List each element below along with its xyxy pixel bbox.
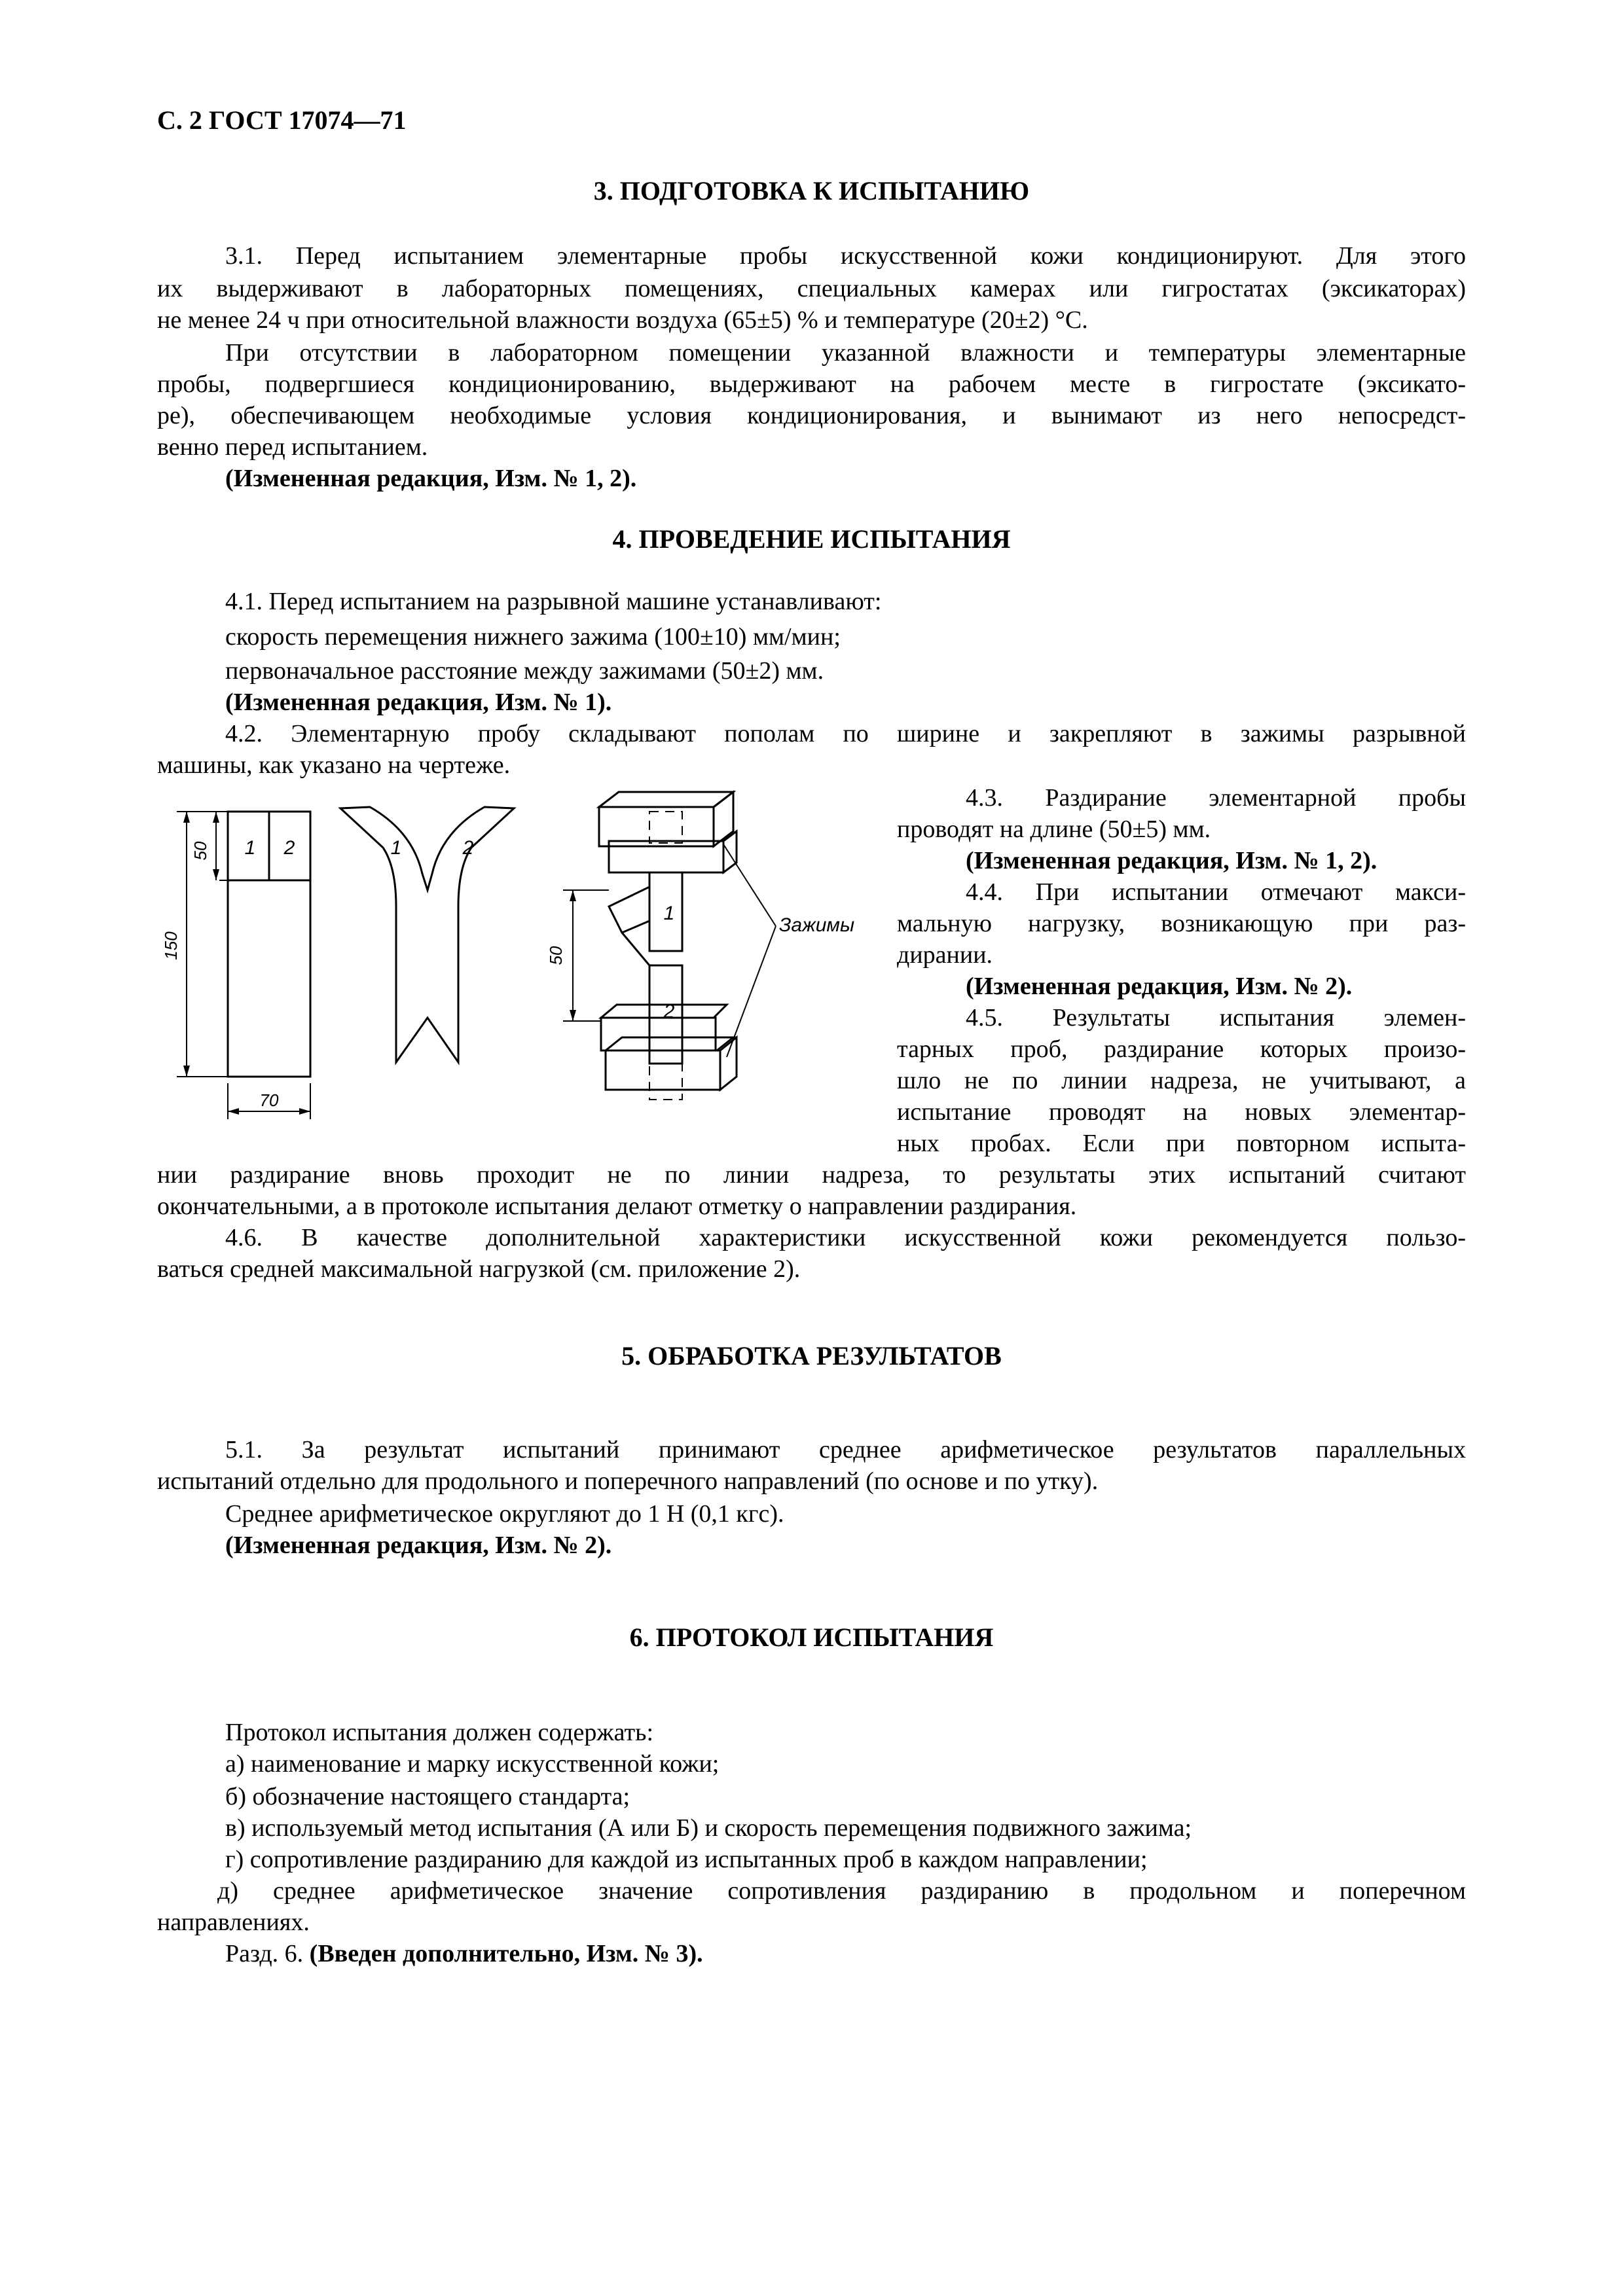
protocol-item-a: а) наименование и марку искусственной кожи; [225, 1750, 720, 1778]
para-4-2-line-1: 4.2. Элементарную пробу складывают пополам по ширине и закрепляют в зажимы разрывной [225, 720, 1466, 747]
protocol-item-d-line-2: направлениях. [157, 1909, 310, 1936]
para-5-1-line-3: Среднее арифметическое округляют до 1 Н (0,1 кгс). [225, 1500, 784, 1528]
para-4-3-line-2: проводят на длине (50±5) мм. [897, 816, 1211, 843]
torn-specimen-shape [340, 807, 514, 1062]
para-4-1-line-1: 4.1. Перед испытанием на разрывной машине устанавливают: [225, 588, 882, 615]
clamp-label-1: 1 [663, 903, 675, 924]
dimension-50-top: 50 [191, 841, 210, 861]
para-4-1-line-2: скорость перемещения нижнего зажима (100±10) мм/мин; [225, 623, 841, 651]
amendment-note-4-4: (Измененная редакция, Изм. № 2). [966, 973, 1353, 1000]
closing-amendment-note: (Введен дополнительно, Изм. № 3). [309, 1940, 703, 1967]
para-3-1-line-2: их выдерживают в лабораторных помещениях, специальных камерах или гигростатах (эксикаторах) [157, 275, 1466, 302]
para-3-2-line-3: ре), обеспечивающем необходимые условия кондиционирования, и вынимают из него непосредст- [157, 402, 1466, 429]
para-3-2-line-4: венно перед испытанием. [157, 433, 428, 461]
amendment-note-4-3: (Измененная редакция, Изм. № 1, 2). [966, 847, 1377, 874]
para-4-5-line-7: окончательными, а в протоколе испытания делают отметку о направлении раздирания. [157, 1193, 1077, 1220]
specimen-clamping-figure [151, 776, 897, 1149]
torn-label-2: 2 [462, 837, 474, 859]
para-4-5-line-6: нии раздирание вновь проходит не по линии надреза, то результаты этих испытаний считают [157, 1161, 1466, 1189]
section-3-title: 3. ПОДГОТОВКА К ИСПЫТАНИЮ [593, 176, 1030, 206]
para-4-5-line-1: 4.5. Результаты испытания элемен- [966, 1004, 1466, 1031]
para-4-6-line-2: ваться средней максимальной нагрузкой (см. приложение 2). [157, 1255, 801, 1283]
para-3-1-line-3: не менее 24 ч при относительной влажности воздуха (65±5) % и температуре (20±2) °С. [157, 306, 1088, 334]
dimension-150: 150 [161, 931, 181, 960]
clamps-label: Зажимы [779, 914, 855, 936]
para-3-2-line-1: При отсутствии в лабораторном помещении указанной влажности и температуры элементарные [225, 339, 1466, 367]
para-4-4-line-2: мальную нагрузку, возникающую при раз- [897, 910, 1466, 937]
torn-label-1: 1 [390, 837, 402, 859]
para-3-1-line-1: 3.1. Перед испытанием элементарные пробы искусственной кожи кондиционируют. Для этого [225, 242, 1466, 270]
specimen-label-2: 2 [283, 837, 295, 859]
protocol-item-b: б) обозначение настоящего стандарта; [225, 1783, 630, 1810]
para-4-5-line-2: тарных проб, раздирание которых произо- [897, 1035, 1466, 1063]
para-4-4-line-3: дирании. [897, 941, 993, 969]
protocol-item-g: г) сопротивление раздиранию для каждой из испытанных проб в каждом направлении; [225, 1846, 1148, 1873]
para-4-4-line-1: 4.4. При испытании отмечают макси- [966, 878, 1466, 906]
para-4-5-line-4: испытание проводят на новых элементар- [897, 1098, 1466, 1126]
dimension-50-right: 50 [546, 946, 566, 965]
amendment-note-4-1: (Измененная редакция, Изм. № 1). [225, 689, 612, 716]
para-4-3-line-1: 4.3. Раздирание элементарной пробы [966, 784, 1466, 812]
section-4-title: 4. ПРОВЕДЕНИЕ ИСПЫТАНИЯ [612, 524, 1011, 554]
para-4-2-line-2: машины, как указано на чертеже. [157, 751, 511, 779]
para-3-2-line-2: пробы, подвергшиеся кондиционированию, выдерживают на рабочем месте в гигростате (эксикато- [157, 370, 1466, 398]
specimen-label-1: 1 [244, 837, 256, 859]
section-6-closing [225, 1939, 703, 1969]
para-4-1-line-3: первоначальное расстояние между зажимами (50±2) мм. [225, 657, 824, 685]
amendment-note-3: (Измененная редакция, Изм. № 1, 2). [225, 465, 637, 492]
protocol-item-v: в) используемый метод испытания (А или Б) и скорость перемещения подвижного зажима; [225, 1814, 1192, 1842]
section-5-title: 5. ОБРАБОТКА РЕЗУЛЬТАТОВ [621, 1341, 1002, 1371]
para-4-5-line-5: ных пробах. Если при повторном испыта- [897, 1130, 1466, 1157]
dimension-70: 70 [259, 1090, 279, 1110]
protocol-intro: Протокол испытания должен содержать: [225, 1719, 654, 1746]
closing-prefix: Разд. 6. [225, 1940, 310, 1967]
para-5-1-line-2: испытаний отдельно для продольного и поперечного направлений (по основе и по утку). [157, 1467, 1099, 1495]
para-4-5-line-3: шло не по линии надреза, не учитывают, а [897, 1067, 1466, 1094]
amendment-note-5: (Измененная редакция, Изм. № 2). [225, 1532, 612, 1559]
section-6-title: 6. ПРОТОКОЛ ИСПЫТАНИЯ [629, 1623, 994, 1652]
para-4-6-line-1: 4.6. В качестве дополнительной характеристики искусственной кожи рекомендуется пользо- [225, 1224, 1466, 1251]
page-header: С. 2 ГОСТ 17074—71 [157, 105, 407, 135]
clamp-label-2: 2 [663, 1001, 675, 1022]
clamp-assembly [599, 792, 737, 1100]
protocol-item-d-line-1: д) среднее арифметическое значение сопротивления раздиранию в продольном и поперечном [217, 1877, 1466, 1905]
para-5-1-line-1: 5.1. За результат испытаний принимают среднее арифметическое результатов параллельных [225, 1436, 1466, 1463]
